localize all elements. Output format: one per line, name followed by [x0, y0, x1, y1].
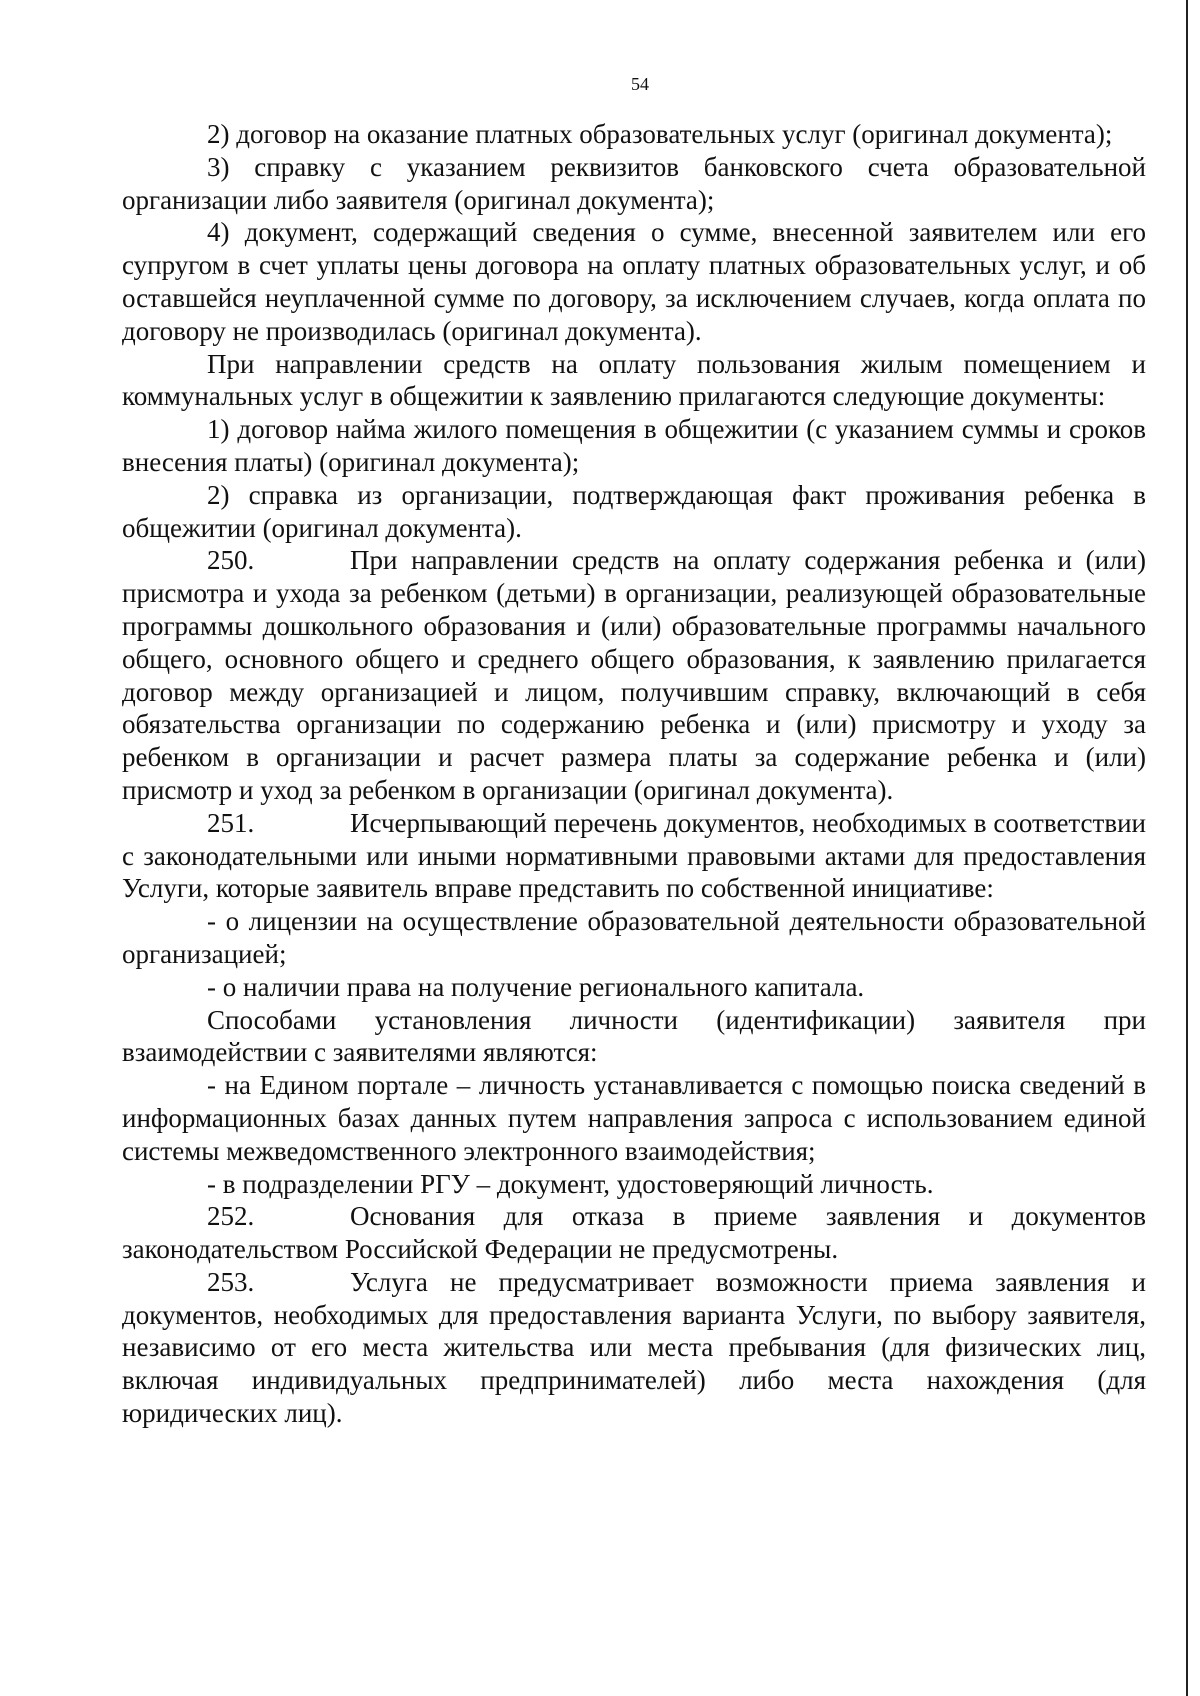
paragraph-251 — [122, 807, 1146, 905]
paragraph-number: 251. — [207, 807, 255, 838]
paragraph-250 — [122, 544, 1146, 806]
paragraph-number: 250. — [207, 545, 255, 576]
paragraph-license: - о лицензии на осуществление образовательной деятельности образовательной организацией; — [122, 906, 1146, 969]
paragraph-number: 253. — [207, 1266, 255, 1297]
page-edge — [1186, 0, 1188, 1696]
paragraph-253 — [122, 1266, 1146, 1430]
paragraph-item-3-bank-details: 3) справку с указанием реквизитов банковского счета образовательной организации либо заявителя (оригинал документа); — [122, 151, 1146, 215]
paragraph-252 — [122, 1200, 1146, 1266]
paragraph-dormitory-intro: При направлении средств на оплату пользования жилым помещением и коммунальных услуг в общежитии к заявлению прилагаются следующие документы: — [122, 348, 1146, 412]
paragraph-dormitory-item-1: 1) договор найма жилого помещения в общежитии (с указанием суммы и сроков внесения платы) (оригинал документа); — [122, 414, 1146, 477]
paragraph-number: 252. — [207, 1201, 255, 1232]
paragraph-dormitory-item-2: 2) справка из организации, подтверждающая факт проживания ребенка в общежитии (оригинал документа). — [122, 479, 1146, 543]
document-body — [122, 118, 1146, 1430]
paragraph-text: Исчерпывающий перечень документов, необходимых в соответствии с законодательными или иными нормативными правовыми актами для предоставления Услуги, которые заявитель вправе представить по собственной инициативе: — [122, 807, 1146, 904]
paragraph-identification-intro: Способами установления личности (идентификации) заявителя при взаимодействии с заявителями являются: — [122, 1004, 1146, 1068]
paragraph-identification-portal: - на Едином портале – личность устанавливается с помощью поиска сведений в информационных базах данных путем направления запроса с использованием единой системы межведомственного электронного взаимодействия; — [122, 1070, 1146, 1166]
paragraph-item-4-payment-info: 4) документ, содержащий сведения о сумме, внесенной заявителем или его супругом в счет уплаты цены договора на оплату платных образовательных услуг, и об оставшейся неуплаченной сумме по договору, за исключением случаев, когда оплата по договору не производилась (оригинал документа). — [122, 217, 1146, 346]
paragraph-text: Услуга не предусматривает возможности приема заявления и документов, необходимых для предоставления варианта Услуги, по выбору заявителя, независимо от его места жительства или места пребывания (для физических лиц, включая индивидуальных предпринимателей) либо места нахождения (для юридических лиц). — [122, 1266, 1146, 1429]
paragraph-identification-rgu: - в подразделении РГУ – документ, удостоверяющий личность. — [207, 1168, 934, 1199]
paragraph-text: При направлении средств на оплату содержания ребенка и (или) присмотра и ухода за ребенком (детьми) в организации, реализующей образовательные программы дошкольного образования и (или) образовательные программы начального общего, основного общего и среднего общего образования, к заявлению прилагается договор между организацией и лицом, получившим справку, включающий в себя обязательства организации по содержанию ребенка и (или) присмотру и уходу за ребенком в организации и расчет размера платы за содержание ребенка и (или) присмотр и уход за ребенком в организации (оригинал документа). — [122, 545, 1146, 805]
paragraph-regional-capital: - о наличии права на получение регионального капитала. — [207, 971, 865, 1002]
paragraph-text: Основания для отказа в приеме заявления и документов законодательством Российской Федерации не предусмотрены. — [122, 1201, 1146, 1265]
page-number: 54 — [631, 74, 649, 94]
paragraph-item-2-contract: 2) договор на оказание платных образовательных услуг (оригинал документа); — [207, 119, 1113, 149]
